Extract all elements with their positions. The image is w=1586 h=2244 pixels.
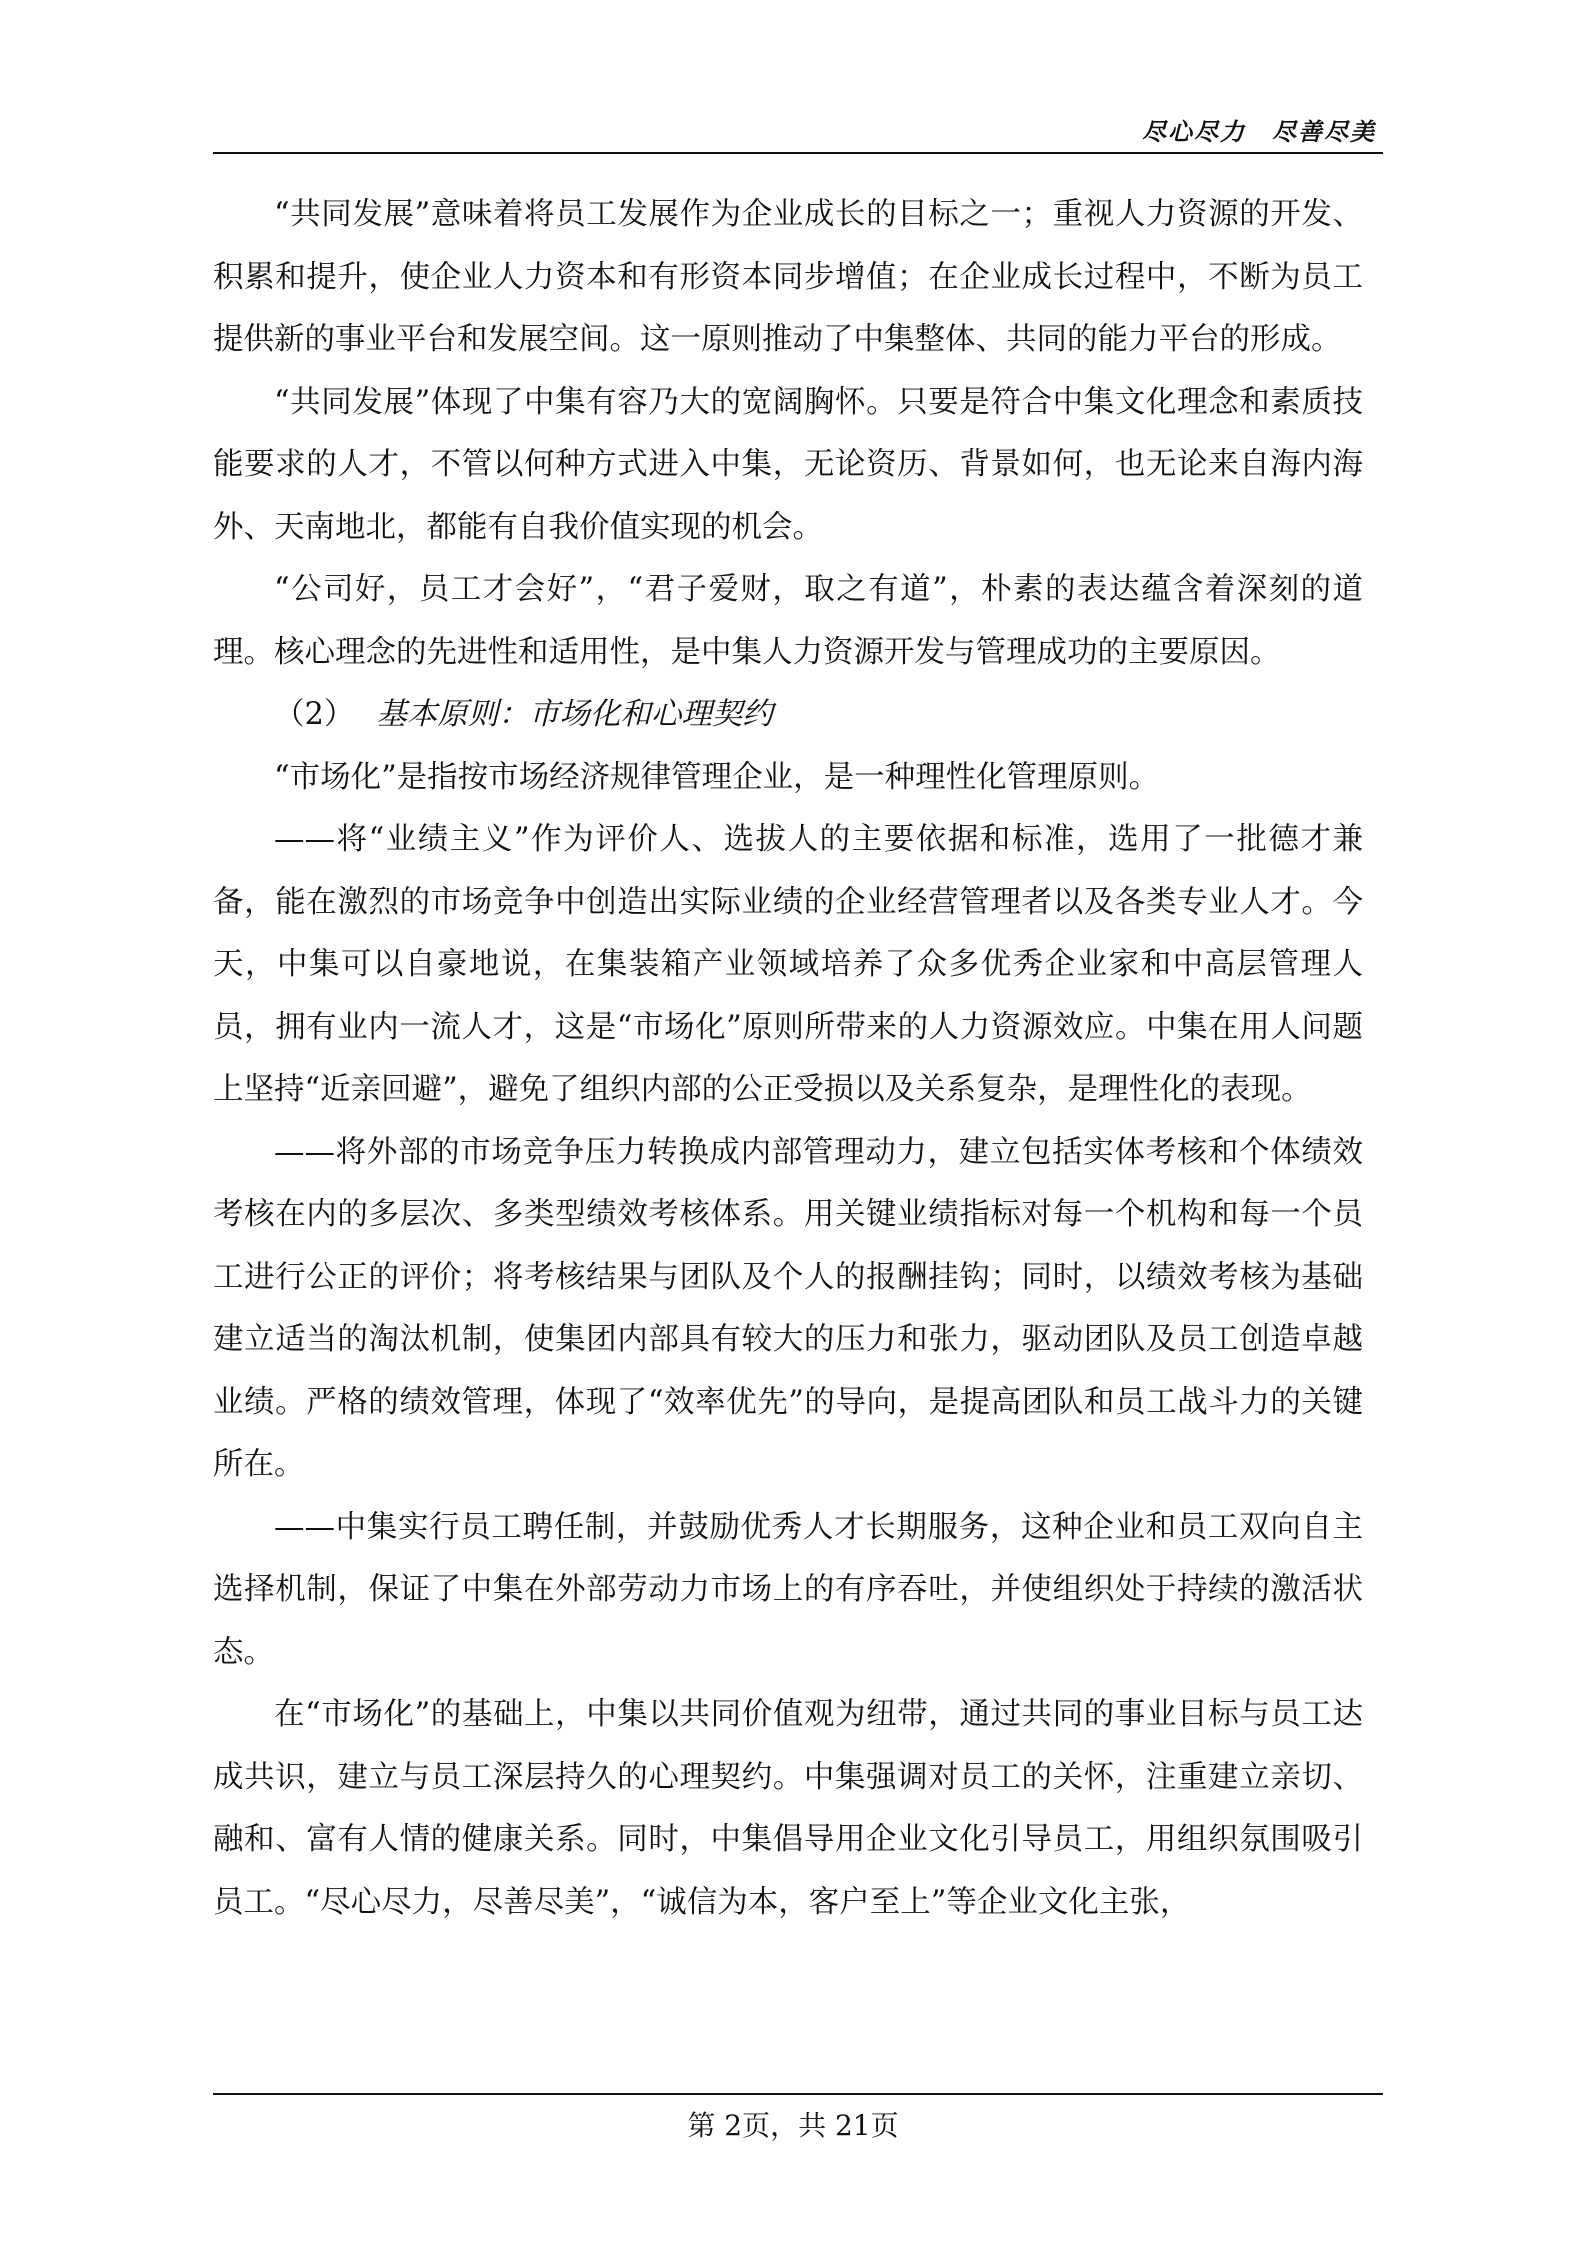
paragraph-shared-development-breadth: “共同发展”体现了中集有容乃大的宽阔胸怀。只要是符合中集文化理念和素质技能要求的人才，不管以何种方式进入中集，无论资历、背景如何，也无论来自海内海外、天南地北，都能有自我价值实现的机会。 bbox=[213, 384, 1363, 545]
section-subheading bbox=[213, 684, 1363, 747]
page-number: 第 2页，共 21页 bbox=[687, 2109, 899, 2142]
paragraph-performance-principle: ——将“业绩主义”作为评价人、选拔人的主要依据和标准，选用了一批德才兼备，能在激烈的市场竞争中创造出实际业绩的企业经营管理者以及各类专业人才。今天，中集可以自豪地说，在集装箱产业领域培养了众多优秀企业家和中高层管理人员，拥有业内一流人才，这是“市场化”原则所带来的人力资源效应。中集在用人问题上坚持“近亲回避”，避免了组织内部的公正受损以及关系复杂，是理性化的表现。 bbox=[213, 822, 1363, 1107]
subheading-title: 基本原则：市场化和心理契约 bbox=[376, 697, 773, 732]
footer-divider bbox=[213, 2093, 1383, 2095]
paragraph-psychological-contract: 在“市场化”的基础上，中集以共同价值观为纽带，通过共同的事业目标与员工达成共识，建立与员工深层持久的心理契约。中集强调对员工的关怀，注重建立亲切、融和、富有人情的健康关系。同时，中集倡导用企业文化引导员工，用组织氛围吸引员工。“尽心尽力，尽善尽美”，“诚信为本，客户至上”等企业文化主张， bbox=[213, 1697, 1363, 1920]
paragraph-performance-evaluation: ——将外部的市场竞争压力转换成内部管理动力，建立包括实体考核和个体绩效考核在内的多层次、多类型绩效考核体系。用关键业绩指标对每一个机构和每一个员工进行公正的评价；将考核结果与团队及个人的报酬挂钩；同时，以绩效考核为基础建立适当的淘汰机制，使集团内部具有较大的压力和张力，驱动团队及员工创造卓越业绩。严格的绩效管理，体现了“效率优先”的导向，是提高团队和员工战斗力的关键所在。 bbox=[213, 1134, 1363, 1482]
header-divider bbox=[213, 152, 1383, 154]
paragraph-shared-development-goal: “共同发展”意味着将员工发展作为企业成长的目标之一；重视人力资源的开发、积累和提升，使企业人力资本和有形资本同步增值；在企业成长过程中，不断为员工提供新的事业平台和发展空间。这一原则推动了中集整体、共同的能力平台的形成。 bbox=[213, 197, 1363, 357]
paragraph-core-philosophy: “公司好，员工才会好”，“君子爱财，取之有道”，朴素的表达蕴含着深刻的道理。核心理念的先进性和适用性，是中集人力资源开发与管理成功的主要原因。 bbox=[213, 572, 1363, 670]
header-motto: 尽心尽力 尽善尽美 bbox=[1142, 117, 1376, 146]
paragraph-employment-system: ——中集实行员工聘任制，并鼓励优秀人才长期服务，这种企业和员工双向自主选择机制，保证了中集在外部劳动力市场上的有序吞吐，并使组织处于持续的激活状态。 bbox=[213, 1509, 1363, 1670]
document-body bbox=[213, 184, 1363, 1934]
subheading-number: （2） bbox=[274, 697, 355, 732]
paragraph-marketization-definition: “市场化”是指按市场经济规律管理企业，是一种理性化管理原则。 bbox=[274, 759, 1160, 795]
